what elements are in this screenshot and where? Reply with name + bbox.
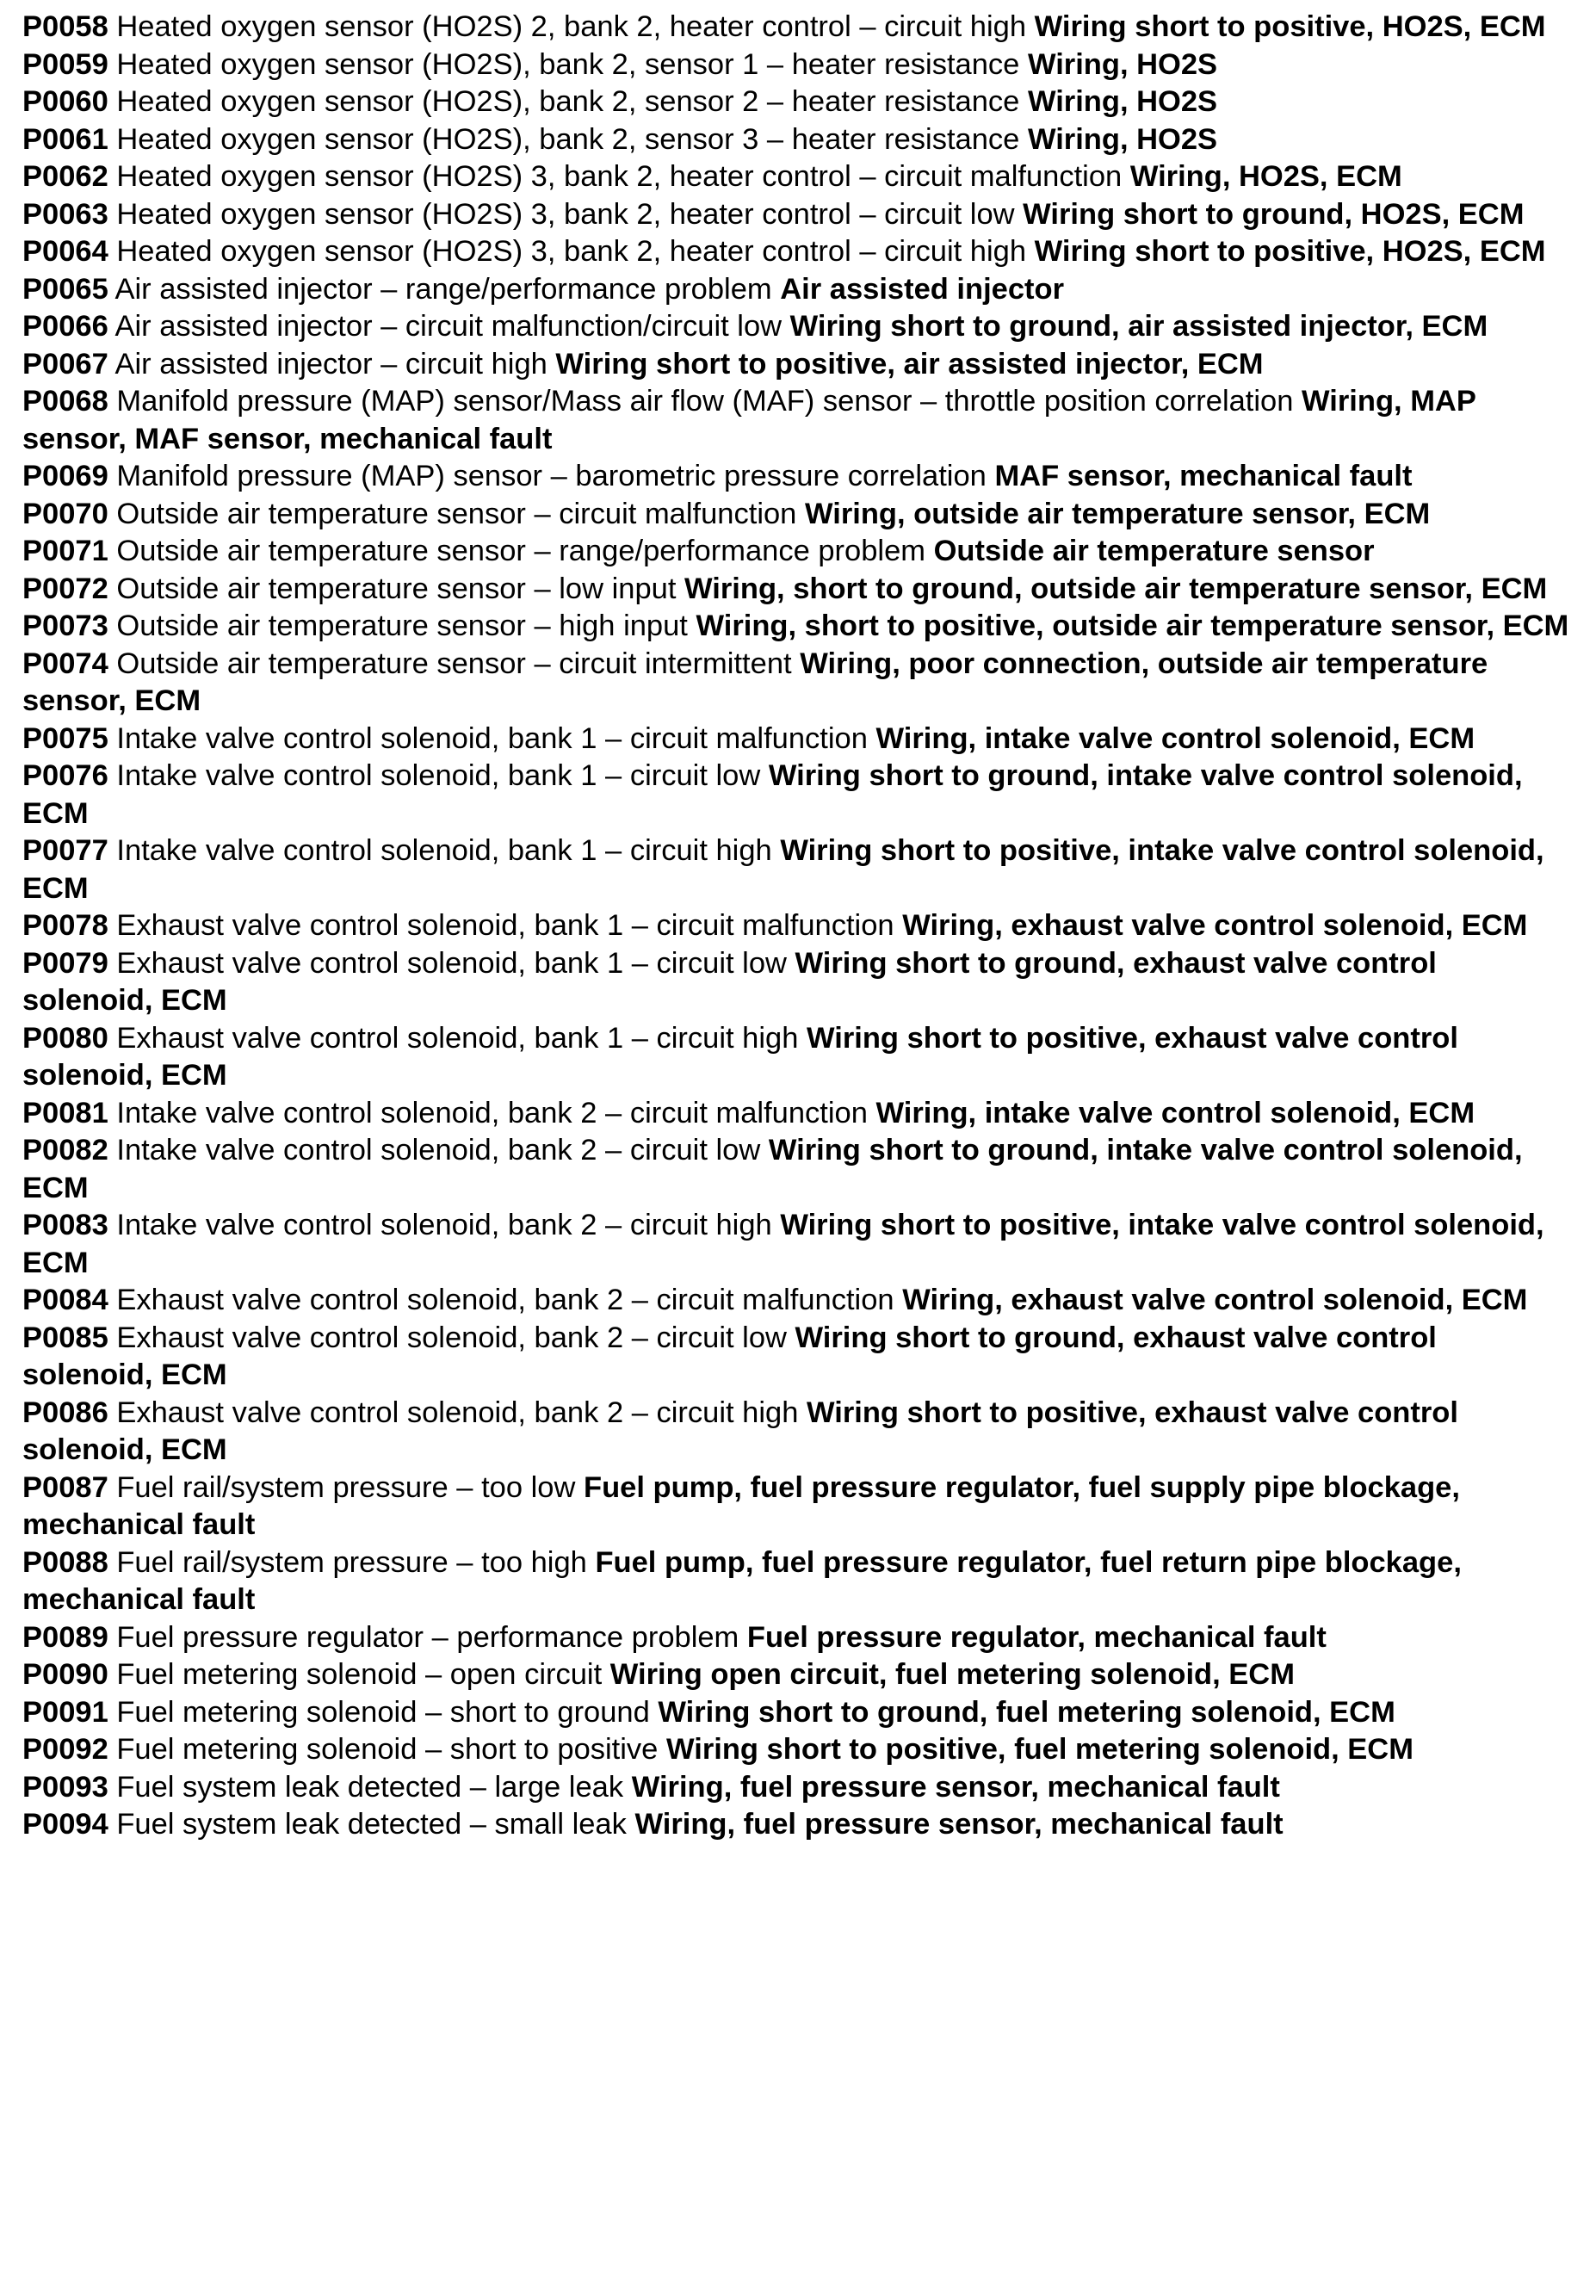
dtc-description: Outside air temperature sensor – low input (116, 572, 677, 605)
dtc-possible-cause: Wiring short to positive, air assisted injector, ECM (555, 347, 1264, 381)
dtc-description: Heated oxygen sensor (HO2S) 2, bank 2, heater control – circuit high (116, 10, 1027, 43)
dtc-possible-cause: Wiring short to positive, intake valve control solenoid, ECM (22, 834, 1544, 905)
dtc-possible-cause: Wiring short to ground, exhaust valve control solenoid, ECM (22, 1321, 1437, 1391)
dtc-description: Exhaust valve control solenoid, bank 2 – circuit high (116, 1396, 799, 1429)
dtc-possible-cause: Wiring, exhaust valve control solenoid, ECM (902, 909, 1528, 942)
dtc-code: P0081 (22, 1096, 108, 1129)
dtc-possible-cause: Wiring short to positive, HO2S, ECM (1034, 10, 1546, 43)
dtc-entry-p0082 (22, 1132, 1570, 1207)
dtc-code: P0058 (22, 10, 108, 43)
dtc-entry-p0067 (22, 346, 1570, 384)
dtc-possible-cause: Wiring, poor connection, outside air temperature sensor, ECM (22, 647, 1488, 717)
dtc-possible-cause: Wiring, outside air temperature sensor, ECM (804, 497, 1431, 530)
dtc-entry-p0079 (22, 945, 1570, 1020)
dtc-description: Heated oxygen sensor (HO2S) 3, bank 2, heater control – circuit malfunction (116, 160, 1123, 193)
dtc-entry-p0069 (22, 458, 1570, 496)
dtc-possible-cause: Wiring short to ground, HO2S, ECM (1023, 197, 1525, 231)
dtc-description: Fuel system leak detected – large leak (116, 1770, 624, 1804)
dtc-code: P0063 (22, 197, 108, 231)
dtc-code: P0066 (22, 310, 108, 343)
dtc-code: P0071 (22, 535, 108, 567)
dtc-entry-p0094 (22, 1806, 1570, 1844)
dtc-description: Air assisted injector – range/performance problem (114, 272, 772, 306)
dtc-entry-p0061 (22, 121, 1570, 159)
dtc-code: P0065 (22, 272, 108, 306)
dtc-description: Fuel metering solenoid – short to positive (116, 1733, 659, 1766)
dtc-code: P0088 (22, 1545, 108, 1579)
dtc-possible-cause: Wiring, fuel pressure sensor, mechanical fault (631, 1770, 1280, 1804)
dtc-possible-cause: Wiring, HO2S, ECM (1129, 160, 1402, 193)
dtc-entry-p0086 (22, 1395, 1570, 1470)
dtc-code: P0076 (22, 759, 108, 792)
dtc-description: Fuel rail/system pressure – too low (116, 1470, 576, 1504)
dtc-entry-p0074 (22, 646, 1570, 721)
dtc-entry-p0093 (22, 1769, 1570, 1807)
dtc-description: Fuel rail/system pressure – too high (116, 1545, 587, 1579)
dtc-possible-cause: Fuel pump, fuel pressure regulator, fuel supply pipe blockage, (584, 1470, 1460, 1504)
dtc-possible-cause: Wiring short to positive, exhaust valve control solenoid, ECM (22, 1396, 1458, 1466)
dtc-entry-p0076 (22, 758, 1570, 832)
dtc-description: Intake valve control solenoid, bank 2 – circuit high (116, 1209, 772, 1241)
dtc-entry-p0068 (22, 383, 1570, 458)
dtc-code: P0078 (22, 909, 108, 942)
dtc-description: Intake valve control solenoid, bank 1 – circuit low (116, 759, 761, 792)
dtc-entry-p0058 (22, 9, 1570, 46)
dtc-possible-cause-continued: mechanical fault (22, 1508, 256, 1541)
dtc-possible-cause: Wiring short to positive, fuel metering solenoid, ECM (665, 1733, 1414, 1766)
dtc-description: Air assisted injector – circuit high (114, 347, 547, 381)
dtc-entry-p0062 (22, 158, 1570, 196)
dtc-code: P0074 (22, 647, 108, 680)
dtc-possible-cause: Wiring short to positive, exhaust valve control solenoid, ECM (22, 1021, 1458, 1092)
dtc-code: P0073 (22, 610, 108, 642)
dtc-code: P0094 (22, 1808, 108, 1841)
dtc-possible-cause: Wiring short to ground, exhaust valve control solenoid, ECM (22, 946, 1437, 1017)
dtc-entry-p0077 (22, 832, 1570, 907)
dtc-entry-p0083 (22, 1207, 1570, 1282)
dtc-code: P0082 (22, 1134, 108, 1167)
dtc-description: Heated oxygen sensor (HO2S) 3, bank 2, heater control – circuit high (116, 235, 1027, 268)
dtc-entry-p0073 (22, 608, 1570, 646)
dtc-entry-p0092 (22, 1731, 1570, 1769)
dtc-code: P0089 (22, 1620, 108, 1654)
dtc-description: Exhaust valve control solenoid, bank 1 – circuit high (116, 1021, 799, 1055)
dtc-entry-p0075 (22, 721, 1570, 758)
dtc-description: Manifold pressure (MAP) sensor – barometric pressure correlation (116, 460, 987, 492)
dtc-code: P0061 (22, 122, 108, 156)
dtc-entry-p0087 (22, 1470, 1570, 1544)
dtc-code: P0092 (22, 1733, 108, 1766)
dtc-description: Exhaust valve control solenoid, bank 2 – circuit malfunction (116, 1284, 894, 1316)
dtc-possible-cause: Wiring short to positive, HO2S, ECM (1034, 235, 1546, 268)
dtc-description: Air assisted injector – circuit malfunction/circuit low (114, 310, 783, 343)
dtc-possible-cause: Outside air temperature sensor (933, 535, 1375, 567)
dtc-entry-p0072 (22, 571, 1570, 609)
dtc-code: P0084 (22, 1284, 108, 1316)
dtc-entry-p0071 (22, 533, 1570, 571)
dtc-entry-p0065 (22, 271, 1570, 309)
dtc-possible-cause: Wiring, short to positive, outside air temperature sensor, ECM (696, 610, 1569, 642)
dtc-entry-p0070 (22, 496, 1570, 534)
dtc-possible-cause: Wiring, HO2S (1027, 122, 1218, 156)
dtc-code: P0090 (22, 1658, 108, 1691)
dtc-entry-p0084 (22, 1282, 1570, 1320)
dtc-entry-p0089 (22, 1619, 1570, 1657)
dtc-code: P0070 (22, 497, 108, 530)
dtc-possible-cause: MAF sensor, mechanical fault (994, 460, 1413, 492)
dtc-possible-cause: Wiring short to ground, air assisted injector, ECM (789, 310, 1488, 343)
dtc-possible-cause-continued: mechanical fault (22, 1583, 256, 1616)
dtc-possible-cause: Wiring short to ground, intake valve control solenoid, ECM (22, 759, 1523, 830)
dtc-code: P0083 (22, 1209, 108, 1241)
dtc-code-list (22, 9, 1570, 1844)
dtc-possible-cause: Wiring, HO2S (1027, 47, 1218, 81)
dtc-possible-cause: Fuel pressure regulator, mechanical fault (746, 1620, 1327, 1654)
dtc-possible-cause: Wiring, MAP sensor, MAF sensor, mechanical fault (22, 385, 1476, 455)
dtc-entry-p0088 (22, 1544, 1570, 1619)
dtc-description: Intake valve control solenoid, bank 2 – circuit low (116, 1134, 761, 1167)
dtc-code: P0062 (22, 160, 108, 193)
dtc-code: P0067 (22, 347, 108, 381)
dtc-possible-cause: Fuel pump, fuel pressure regulator, fuel return pipe blockage, (595, 1545, 1462, 1579)
dtc-entry-p0064 (22, 233, 1570, 271)
dtc-possible-cause: Wiring, HO2S (1027, 85, 1218, 118)
dtc-entry-p0081 (22, 1095, 1570, 1133)
dtc-description: Heated oxygen sensor (HO2S), bank 2, sensor 1 – heater resistance (116, 47, 1020, 81)
dtc-description: Outside air temperature sensor – circuit malfunction (116, 497, 797, 530)
dtc-code: P0072 (22, 572, 108, 605)
dtc-description: Exhaust valve control solenoid, bank 1 – circuit low (116, 946, 787, 980)
dtc-code: P0075 (22, 721, 108, 755)
dtc-description: Fuel metering solenoid – short to ground (116, 1695, 650, 1729)
dtc-description: Exhaust valve control solenoid, bank 1 – circuit malfunction (116, 909, 894, 942)
dtc-entry-p0090 (22, 1656, 1570, 1694)
dtc-code: P0087 (22, 1470, 108, 1504)
dtc-entry-p0078 (22, 907, 1570, 945)
dtc-entry-p0066 (22, 308, 1570, 346)
dtc-description: Intake valve control solenoid, bank 1 – circuit malfunction (116, 721, 868, 755)
dtc-entry-p0080 (22, 1020, 1570, 1095)
dtc-possible-cause: Wiring short to ground, intake valve control solenoid, ECM (22, 1134, 1523, 1204)
dtc-possible-cause: Wiring, short to ground, outside air temperature sensor, ECM (684, 572, 1548, 605)
dtc-description: Exhaust valve control solenoid, bank 2 – circuit low (116, 1321, 787, 1354)
dtc-possible-cause: Air assisted injector (780, 272, 1065, 306)
dtc-code: P0086 (22, 1396, 108, 1429)
dtc-code: P0079 (22, 946, 108, 980)
dtc-possible-cause: Wiring short to ground, fuel metering solenoid, ECM (658, 1695, 1395, 1729)
dtc-code: P0064 (22, 235, 108, 268)
dtc-description: Fuel system leak detected – small leak (116, 1808, 627, 1841)
dtc-description: Intake valve control solenoid, bank 2 – circuit malfunction (116, 1096, 868, 1129)
dtc-code: P0077 (22, 834, 108, 867)
dtc-description: Fuel metering solenoid – open circuit (116, 1658, 603, 1691)
dtc-possible-cause: Wiring, intake valve control solenoid, ECM (875, 721, 1475, 755)
dtc-code: P0085 (22, 1321, 108, 1354)
dtc-entry-p0063 (22, 196, 1570, 234)
dtc-entry-p0085 (22, 1320, 1570, 1395)
dtc-entry-p0091 (22, 1694, 1570, 1732)
dtc-code: P0068 (22, 385, 108, 418)
dtc-possible-cause: Wiring short to positive, intake valve control solenoid, ECM (22, 1209, 1544, 1279)
dtc-possible-cause: Wiring, fuel pressure sensor, mechanical fault (634, 1808, 1284, 1841)
dtc-possible-cause: Wiring open circuit, fuel metering solenoid, ECM (609, 1658, 1295, 1691)
dtc-description: Outside air temperature sensor – circuit intermittent (116, 647, 792, 680)
dtc-code: P0093 (22, 1770, 108, 1804)
dtc-possible-cause: Wiring, intake valve control solenoid, ECM (875, 1096, 1475, 1129)
dtc-entry-p0060 (22, 84, 1570, 121)
dtc-description: Heated oxygen sensor (HO2S), bank 2, sensor 2 – heater resistance (116, 85, 1020, 118)
dtc-code: P0060 (22, 85, 108, 118)
dtc-description: Outside air temperature sensor – range/performance problem (116, 535, 925, 567)
dtc-description: Intake valve control solenoid, bank 1 – circuit high (116, 834, 772, 867)
dtc-code: P0069 (22, 460, 108, 492)
dtc-code: P0080 (22, 1021, 108, 1055)
dtc-possible-cause: Wiring, exhaust valve control solenoid, ECM (902, 1284, 1528, 1316)
dtc-description: Heated oxygen sensor (HO2S) 3, bank 2, heater control – circuit low (116, 197, 1015, 231)
dtc-description: Fuel pressure regulator – performance problem (116, 1620, 739, 1654)
dtc-code: P0059 (22, 47, 108, 81)
dtc-description: Outside air temperature sensor – high input (116, 610, 688, 642)
dtc-description: Manifold pressure (MAP) sensor/Mass air flow (MAF) sensor – throttle position correlation (116, 385, 1294, 418)
dtc-code: P0091 (22, 1695, 108, 1729)
dtc-entry-p0059 (22, 46, 1570, 84)
dtc-description: Heated oxygen sensor (HO2S), bank 2, sensor 3 – heater resistance (116, 122, 1020, 156)
